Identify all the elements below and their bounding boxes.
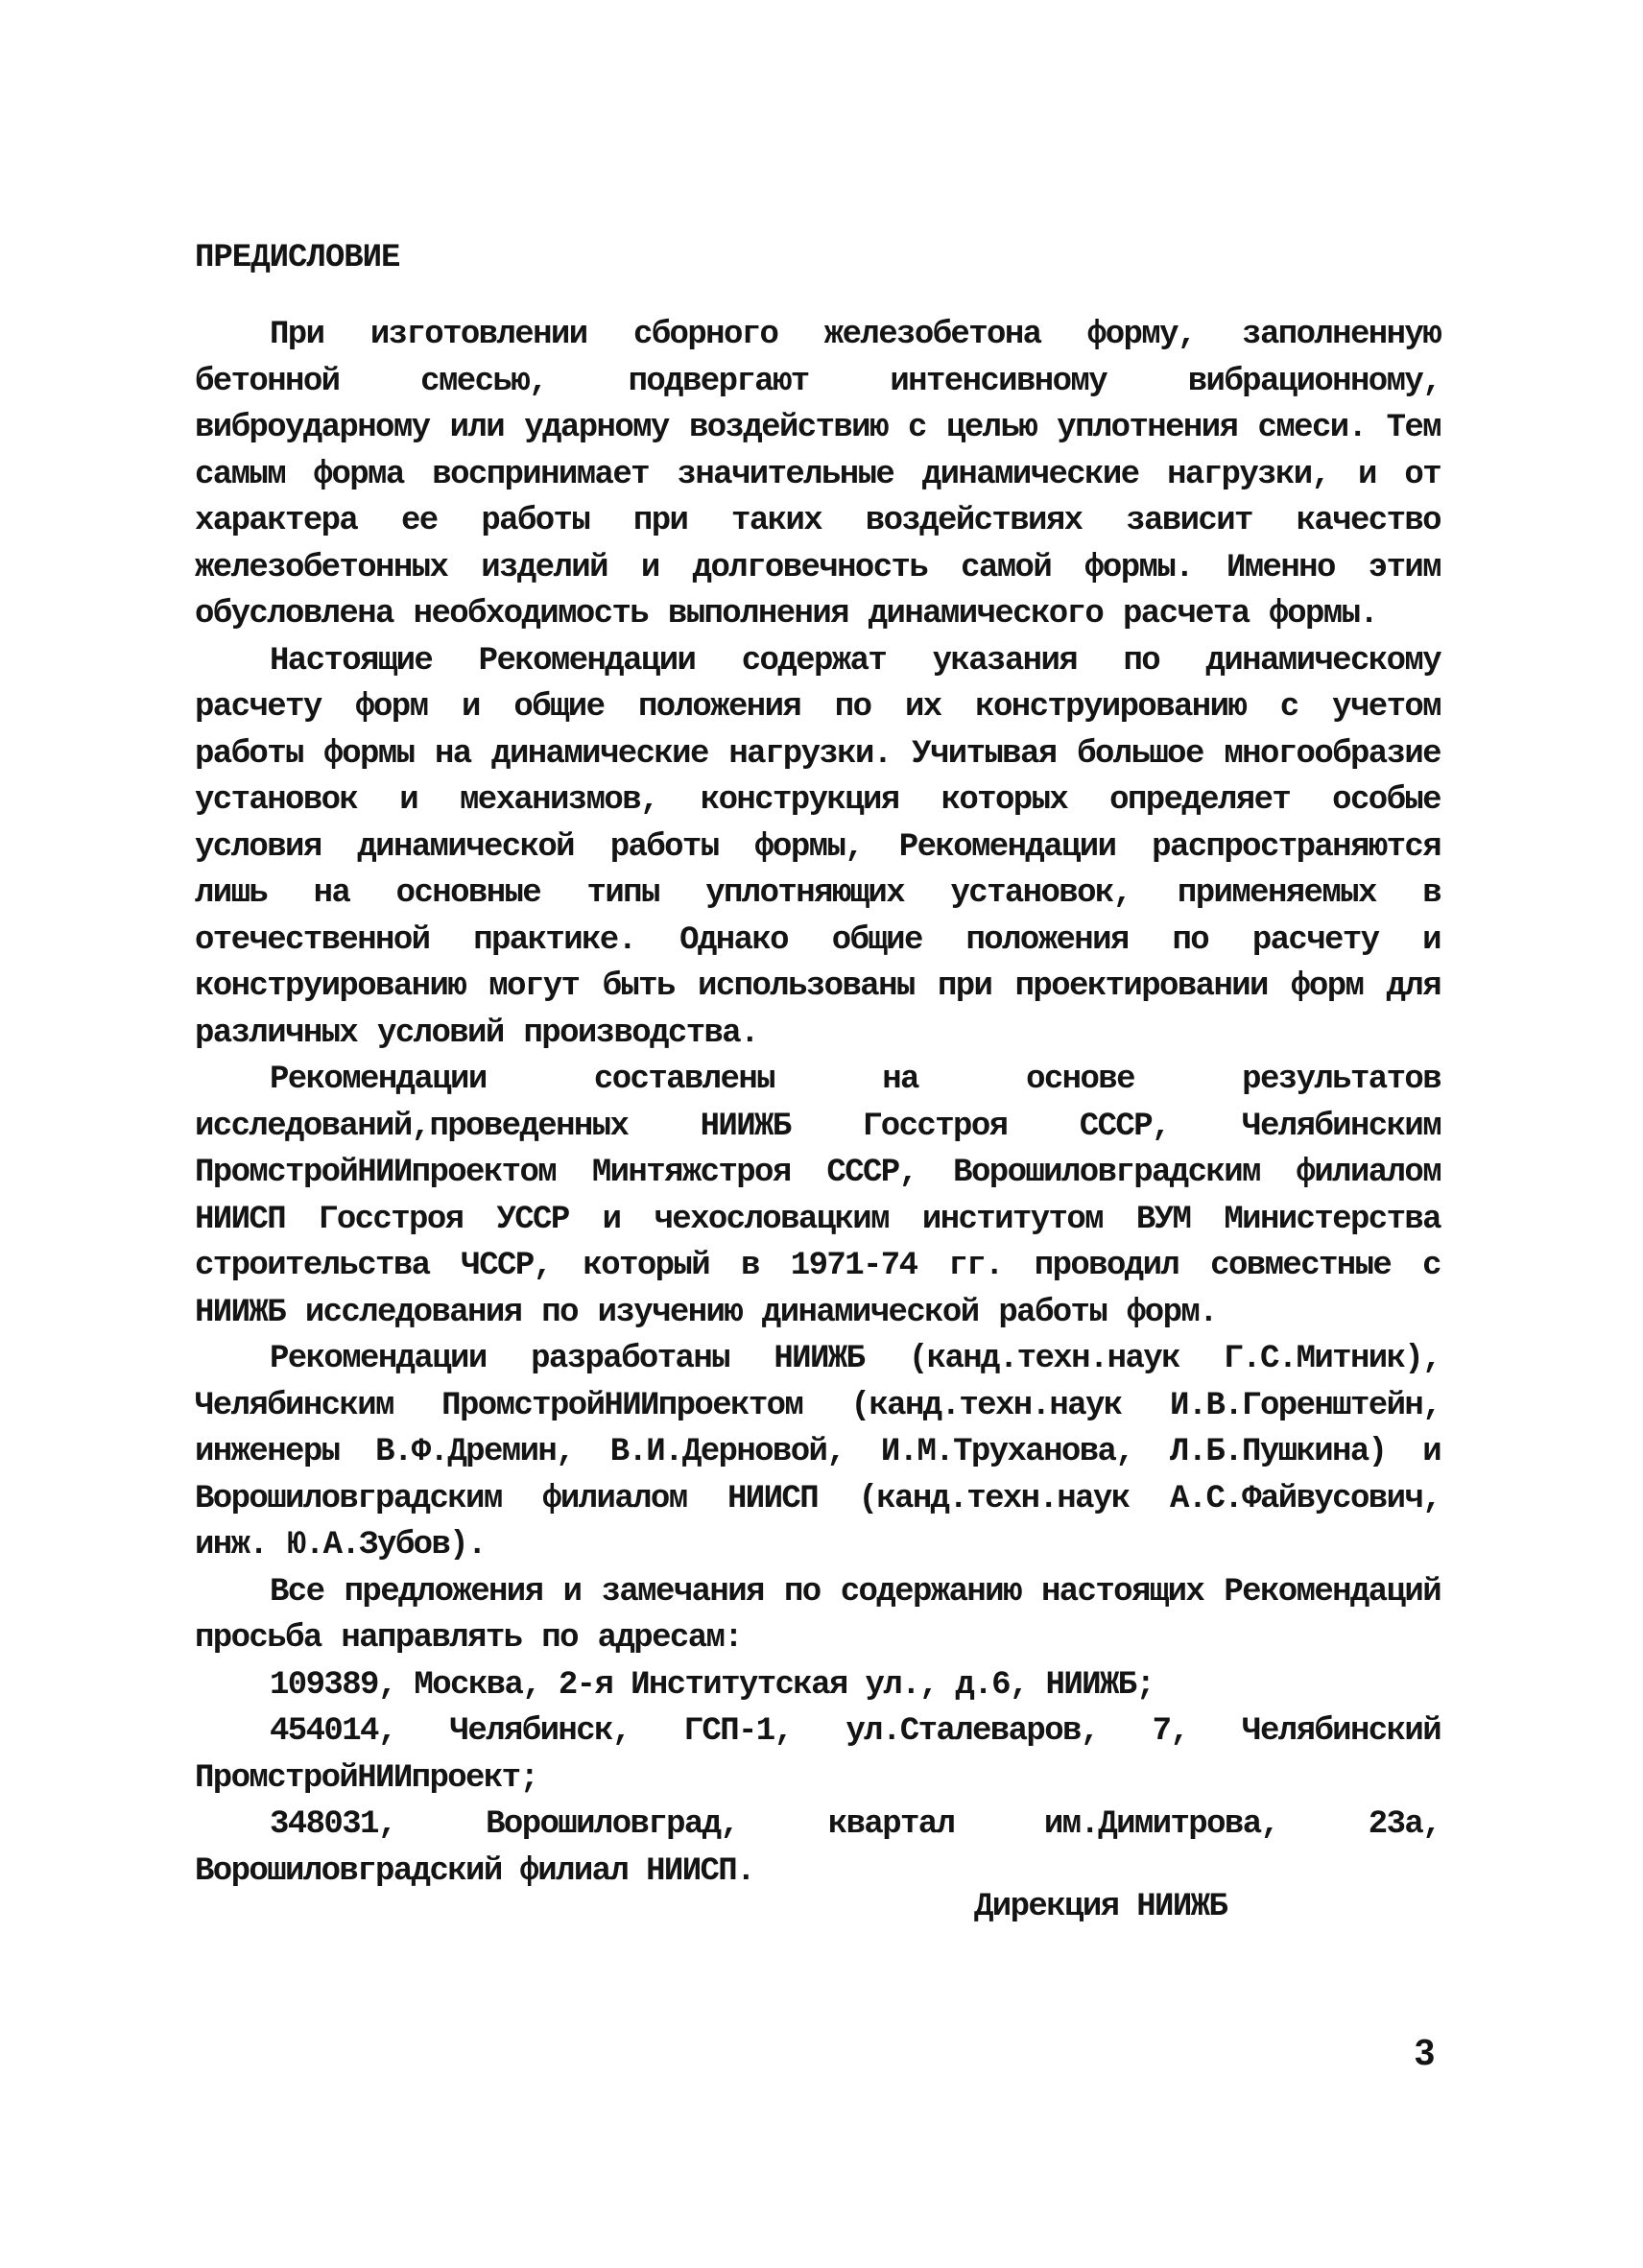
paragraph-2: Настоящие Рекомендации содержат указания по динамическому расчету форм и общие положения по их конструированию с учетом работы формы на динамические нагрузки. Учитывая большое многообразие установок и механизмов, конструкция которых определяет особые условия динамической работы формы, Рекомендации распространяются лишь на основные типы уплотняющих установок, применяемых в отечественной практике. Однако общие положения по расчету и конструированию могут быть использованы при проектировании форм для различных условий производства. bbox=[195, 642, 1441, 1052]
paragraph-1: При изготовлении сборного железобетона форму, заполненную бетонной смесью, подвергают интенсивному вибрационному, виброударному или ударному воздействию с целью уплотнения смеси. Тем самым форма воспринимает значительные динамические нагрузки, и от характера ее работы при таких воздействиях зависит качество железобетонных изделий и долговечность самой формы. Именно этим обусловлена необходимость выполнения динамического расчета формы. bbox=[195, 317, 1441, 633]
paragraph-3: Рекомендации составлены на основе результатов исследований,проведенных НИИЖБ Госстроя СССР, Челябинским ПромстройНИИпроектом Минтяжстроя СССР, Ворошиловградским филиалом НИИСП Госстроя УССР и чехословацким институтом ВУМ Министерства строительства ЧССР, который в 1971-74 гг. проводил совместные с НИИЖБ исследования по изучению динамической работы форм. bbox=[195, 1062, 1441, 1331]
signature: Дирекция НИИЖБ bbox=[974, 1889, 1227, 1925]
preface-body bbox=[195, 312, 1441, 1895]
paragraph-5: Все предложения и замечания по содержанию настоящих Рекомендаций просьба направлять по адресам: bbox=[195, 1573, 1441, 1657]
page-number: 3 bbox=[1415, 2033, 1436, 2073]
address-3: 348031, Ворошиловград, квартал им.Димитрова, 23а, Ворошиловградский филиал НИИСП. bbox=[195, 1806, 1441, 1890]
address-2: 454014, Челябинск, ГСП-1, ул.Сталеваров, 7, Челябинский ПромстройНИИпроект; bbox=[195, 1713, 1441, 1797]
address-1: 109389, Москва, 2-я Институтская ул., д.6, НИИЖБ; bbox=[270, 1666, 1155, 1704]
paragraph-4: Рекомендации разработаны НИИЖБ (канд.техн.наук Г.С.Митник), Челябинским ПромстройНИИпроектом (канд.техн.наук И.В.Горенштейн, инженеры В.Ф.Дремин, В.И.Дерновой, И.М.Труханова, Л.Б.Пушкина) и Ворошиловградским филиалом НИИСП (канд.техн.наук А.С.Файвусович, инж. Ю.А.Зубов). bbox=[195, 1341, 1441, 1564]
page-title: ПРЕДИСЛОВИЕ bbox=[195, 240, 400, 276]
